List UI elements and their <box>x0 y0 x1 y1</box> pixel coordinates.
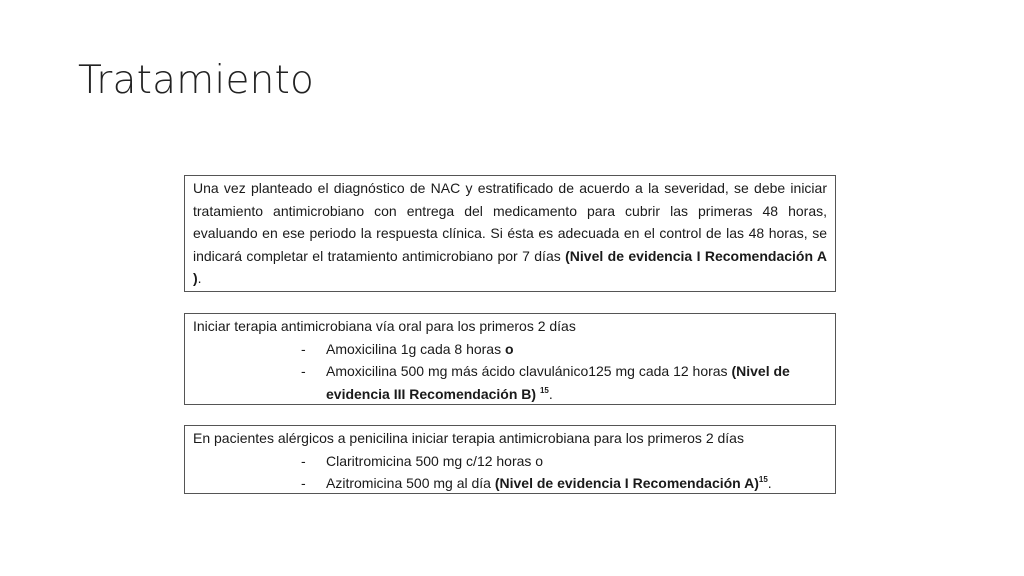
box2-intro: Iniciar terapia antimicrobiana vía oral para los primeros 2 días <box>193 318 576 334</box>
item-evidence: (Nivel de evidencia I Recomendación A) <box>494 475 759 491</box>
slide-title: Tratamiento <box>78 58 315 103</box>
evidence-box-allergic <box>184 425 836 494</box>
item-text: Amoxicilina 1g cada 8 horas <box>326 340 505 357</box>
dash-bullet: - <box>301 452 306 469</box>
item-text: Amoxicilina 500 mg más ácido clavulánico125 mg cada 12 horas <box>326 363 732 379</box>
item-evidence: (Nivel de evidencia III Recomendación B) <box>326 363 790 402</box>
box1-text: Una vez planteado el diagnóstico de NAC y estratificado de acuerdo a la severidad, se debe iniciar tratamiento antimicrobiano con entrega del medicamento para cubrir las primeras 48 horas, evaluando en ese periodo la respuesta clínica. Si ésta es adecuada en el control de las 48 horas, se indicará completar el tratamiento antimicrobiano por 7 días <box>193 180 827 264</box>
box3-intro: En pacientes alérgicos a penicilina iniciar terapia antimicrobiana para los primeros 2 días <box>193 430 744 446</box>
evidence-box-diagnosis <box>184 175 836 292</box>
reference-number: 15 <box>758 475 768 484</box>
item-text: Claritromicina 500 mg c/12 horas o <box>326 452 544 469</box>
box1-paragraph <box>193 177 827 290</box>
dash-bullet: - <box>301 363 306 379</box>
dash-bullet: - <box>301 340 306 357</box>
reference-number: 15 <box>539 385 549 395</box>
dash-bullet: - <box>301 475 306 491</box>
item-bold: o <box>505 340 514 357</box>
list-item <box>193 338 827 361</box>
item-text: Azitromicina 500 mg al día <box>326 475 495 491</box>
box1-end: . <box>197 270 202 286</box>
item-end: . <box>767 475 772 491</box>
list-item <box>193 450 827 473</box>
evidence-box-oral-therapy <box>184 313 836 405</box>
list-item <box>193 360 827 405</box>
list-item <box>193 472 827 495</box>
box1-evidence: (Nivel de evidencia I Recomendación A ) <box>193 247 827 286</box>
item-end: . <box>548 385 553 402</box>
